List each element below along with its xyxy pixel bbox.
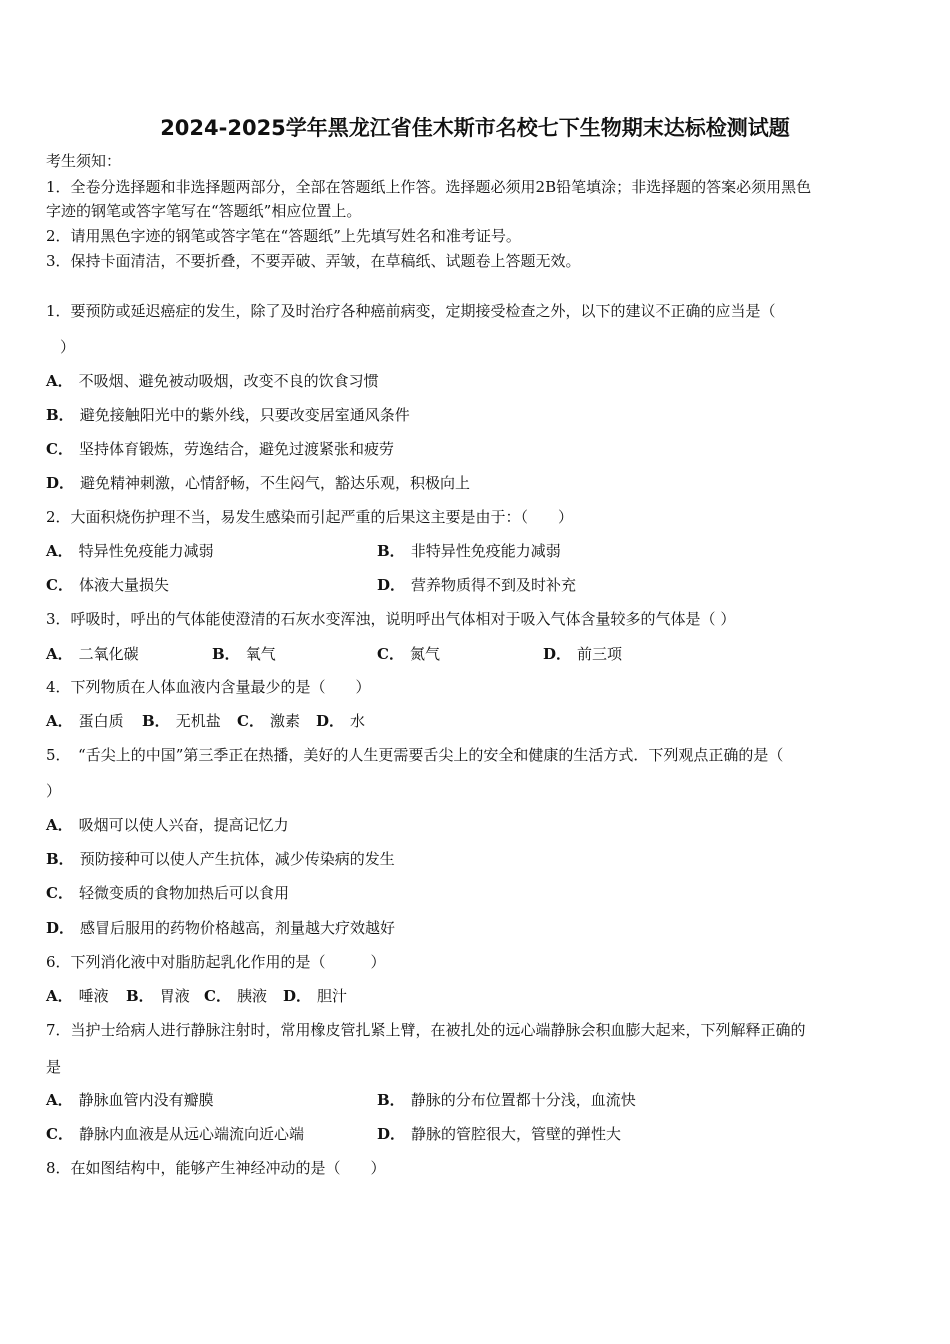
option-text: 静脉的分布位置都十分浅，血流快 [410, 1091, 636, 1109]
option-label: C． [237, 712, 264, 730]
q3-option-d [543, 644, 622, 664]
notice-line-2: 2．请用黑色字迹的钢笔或答字笔在“答题纸”上先填写姓名和准考证号。 [46, 227, 521, 245]
q5-stem-end: ） [46, 782, 62, 800]
option-label: C． [46, 1125, 73, 1143]
option-label: C． [377, 645, 404, 663]
option-text: 避免精神刺激，心情舒畅，不生闷气，豁达乐观，积极向上 [80, 474, 471, 492]
option-label: A． [46, 542, 73, 560]
option-text: 吸烟可以使人兴奋，提高记忆力 [78, 816, 289, 834]
option-label: B． [142, 712, 170, 730]
q5-option-d [46, 918, 395, 938]
option-text: 无机盐 [175, 712, 221, 730]
notice-line-3: 3．保持卡面清洁，不要折叠，不要弄破、弄皱，在草稿纸、试题卷上答题无效。 [46, 252, 581, 270]
q6-option-a [46, 986, 109, 1006]
option-label: A． [46, 987, 73, 1005]
option-label: B． [126, 987, 154, 1005]
option-text: 静脉的管腔很大，管壁的弹性大 [411, 1125, 622, 1143]
q1-stem: 1．要预防或延迟癌症的发生，除了及时治疗各种癌前病变，定期接受检查之外，以下的建议不正确的应当是（ [46, 302, 776, 320]
option-text: 体液大量损失 [78, 576, 169, 594]
option-text: 水 [350, 712, 366, 730]
option-label: A． [46, 816, 73, 834]
option-label: A． [46, 645, 73, 663]
option-text: 前三项 [577, 645, 623, 663]
q4-option-d [316, 711, 365, 731]
q4-option-b [142, 711, 221, 731]
option-text: 氧气 [245, 645, 276, 663]
notice-line-1b: 字迹的钢笔或答字笔写在“答题纸”相应位置上。 [46, 202, 362, 220]
q2-stem: 2．大面积烧伤护理不当，易发生感染而引起严重的后果这主要是由于：（ ） [46, 508, 574, 526]
q2-option-a [46, 541, 214, 561]
page-title: 2024-2025学年黑龙江省佳木斯市名校七下生物期末达标检测试题 [160, 116, 790, 140]
q1-option-a [46, 371, 379, 391]
q8-stem: 8．在如图结构中，能够产生神经冲动的是（ ） [46, 1159, 386, 1177]
q6-option-c [204, 986, 267, 1006]
q1-option-b [46, 405, 410, 425]
q5-stem: 5． “舌尖上的中国”第三季正在热播，美好的人生更需要舌尖上的安全和健康的生活方式．下列观点正确的是（ [46, 746, 784, 764]
option-label: C． [46, 576, 73, 594]
option-label: B． [377, 1091, 405, 1109]
notice-line-1a: 1．全卷分选择题和非选择题两部分，全部在答题纸上作答。选择题必须用2B铅笔填涂；非选择题的答案必须用黑色 [46, 178, 812, 196]
option-label: B． [377, 542, 405, 560]
option-text: 感冒后服用的药物价格越高，剂量越大疗效越好 [80, 919, 396, 937]
option-text: 激素 [269, 712, 300, 730]
q3-option-b [212, 644, 276, 664]
option-label: D． [377, 576, 406, 594]
q2-option-b [377, 541, 561, 561]
option-text: 静脉内血液是从远心端流向近心端 [78, 1125, 304, 1143]
option-label: B． [212, 645, 240, 663]
option-label: D． [316, 712, 345, 730]
notice-heading: 考生须知： [46, 152, 122, 170]
q2-option-d [377, 575, 576, 595]
q3-option-c [377, 644, 440, 664]
option-text: 胰液 [236, 987, 267, 1005]
q3-option-a [46, 644, 139, 664]
q1-option-c [46, 439, 394, 459]
option-text: 蛋白质 [78, 712, 124, 730]
q3-stem: 3．呼吸时，呼出的气体能使澄清的石灰水变浑浊，说明呼出气体相对于吸入气体含量较多的气体是（ ） [46, 610, 736, 628]
option-text: 非特异性免疫能力减弱 [410, 542, 561, 560]
option-label: D． [46, 474, 75, 492]
option-text: 胆汁 [317, 987, 348, 1005]
option-label: A． [46, 1091, 73, 1109]
q7-option-c [46, 1124, 304, 1144]
option-text: 唾液 [78, 987, 109, 1005]
q7-stem-end: 是 [46, 1058, 62, 1076]
q7-stem: 7．当护士给病人进行静脉注射时，常用橡皮管扎紧上臂，在被扎处的远心端静脉会积血膨大起来，下列解释正确的 [46, 1021, 806, 1039]
option-label: D． [46, 919, 75, 937]
option-label: B． [46, 850, 74, 868]
q5-option-c [46, 883, 289, 903]
option-label: C． [46, 884, 73, 902]
q4-stem: 4．下列物质在人体血液内含量最少的是（ ） [46, 678, 371, 696]
option-label: A． [46, 712, 73, 730]
q6-option-b [126, 986, 190, 1006]
option-label: B． [46, 406, 74, 424]
option-text: 避免接触阳光中的紫外线，只要改变居室通风条件 [79, 406, 410, 424]
q6-stem: 6．下列消化液中对脂肪起乳化作用的是（ ） [46, 953, 386, 971]
option-label: C． [204, 987, 231, 1005]
q5-option-a [46, 815, 289, 835]
option-text: 特异性免疫能力减弱 [78, 542, 214, 560]
option-label: D． [377, 1125, 406, 1143]
q1-option-d [46, 473, 470, 493]
q4-option-a [46, 711, 124, 731]
q5-option-b [46, 849, 395, 869]
option-text: 营养物质得不到及时补充 [411, 576, 577, 594]
option-label: D． [543, 645, 572, 663]
q2-option-c [46, 575, 169, 595]
q7-option-a [46, 1090, 214, 1110]
option-text: 静脉血管内没有瓣膜 [78, 1091, 214, 1109]
q7-option-d [377, 1124, 621, 1144]
q7-option-b [377, 1090, 636, 1110]
option-text: 氮气 [409, 645, 440, 663]
option-label: C． [46, 440, 73, 458]
option-text: 二氧化碳 [78, 645, 139, 663]
option-label: D． [283, 987, 312, 1005]
option-text: 胃液 [159, 987, 190, 1005]
q1-stem-end: ） [60, 338, 76, 356]
option-text: 预防接种可以使人产生抗体，减少传染病的发生 [79, 850, 395, 868]
option-text: 不吸烟、避免被动吸烟，改变不良的饮食习惯 [78, 372, 379, 390]
option-text: 轻微变质的食物加热后可以食用 [78, 884, 289, 902]
option-text: 坚持体育锻炼，劳逸结合，避免过渡紧张和疲劳 [78, 440, 394, 458]
option-label: A． [46, 372, 73, 390]
q4-option-c [237, 711, 300, 731]
q6-option-d [283, 986, 347, 1006]
